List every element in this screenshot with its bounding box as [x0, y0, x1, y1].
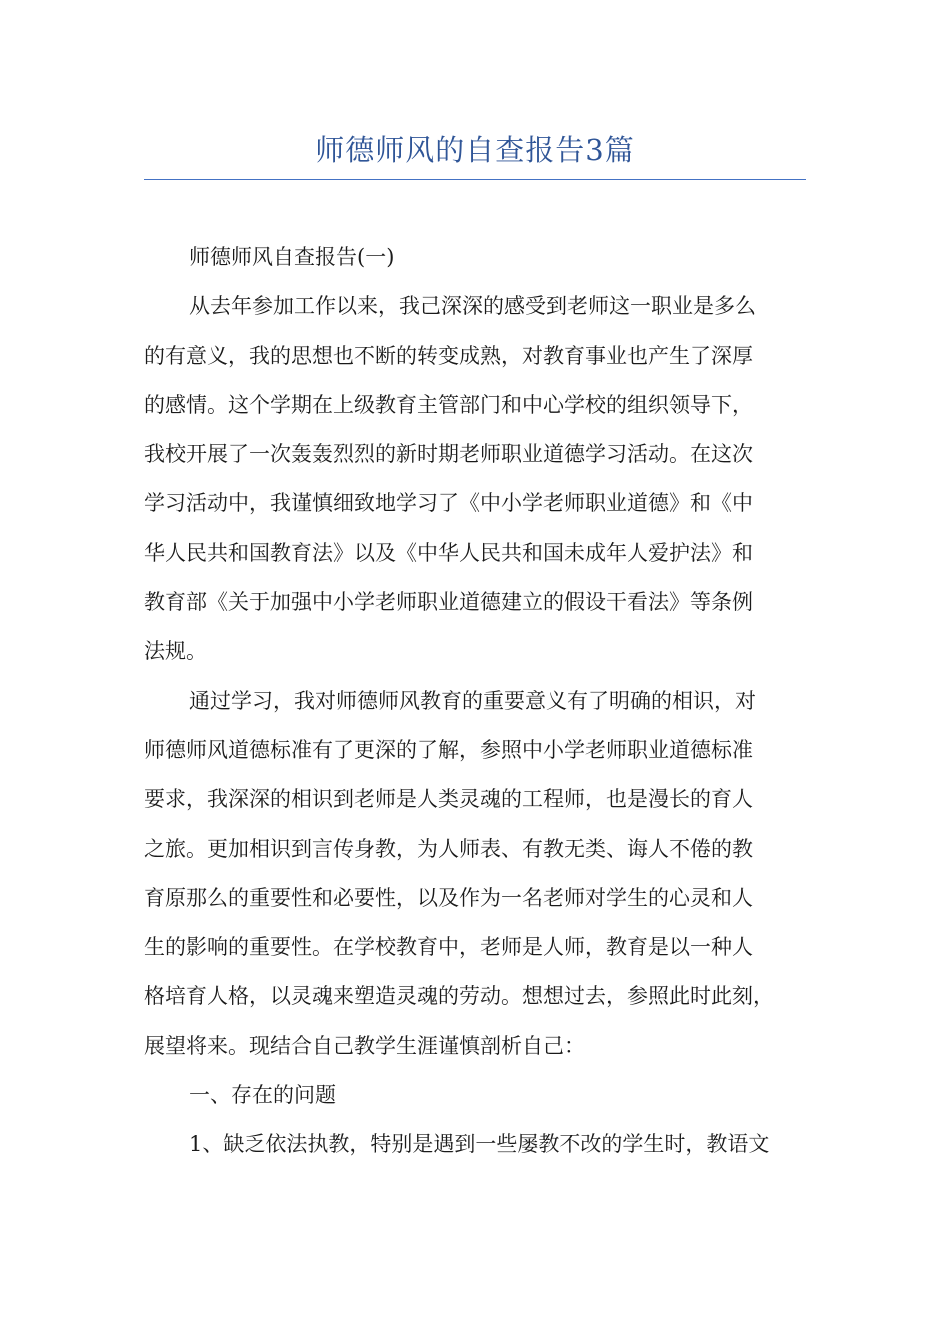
subheading-problems: 一、存在的问题 [189, 1083, 336, 1108]
paragraph-line: 教育部《关于加强中小学老师职业道德建立的假设干看法》等条例 [144, 590, 753, 615]
paragraph-line: 从去年参加工作以来，我己深深的感受到老师这一职业是多么 [189, 294, 756, 319]
paragraph-line: 格培育人格，以灵魂来塑造灵魂的劳动。想想过去，参照此时此刻， [144, 984, 774, 1009]
paragraph-line: 之旅。更加相识到言传身教，为人师表、有教无类、诲人不倦的教 [144, 836, 753, 861]
paragraph-3-line: 1、缺乏依法执教，特别是遇到一些屡教不改的学生时，教语文 [189, 1132, 770, 1157]
paragraph-line: 生的影响的重要性。在学校教育中，老师是人师，教育是以一种人 [144, 935, 753, 960]
paragraph-2 [144, 677, 808, 1071]
paragraph-line: 的感情。这个学期在上级教育主管部门和中心学校的组织领导下， [144, 392, 753, 417]
paragraph-line: 育原那么的重要性和必要性，以及作为一名老师对学生的心灵和人 [144, 885, 753, 910]
paragraph-line: 法规。 [144, 639, 207, 664]
paragraph-line: 我校开展了一次轰轰烈烈的新时期老师职业道德学习活动。在这次 [144, 442, 753, 467]
paragraph-line: 通过学习，我对师德师风教育的重要意义有了明确的相识，对 [189, 688, 756, 713]
paragraph-line: 师德师风道德标准有了更深的了解，参照中小学老师职业道德标准 [144, 737, 753, 762]
paragraph-line: 的有意义，我的思想也不断的转变成熟，对教育事业也产生了深厚 [144, 343, 753, 368]
title-underline [144, 179, 806, 180]
paragraph-line: 展望将来。现结合自己教学生涯谨慎剖析自己： [144, 1033, 585, 1058]
section-heading: 师德师风自查报告(一) [189, 245, 395, 269]
paragraph-line: 要求，我深深的相识到老师是人类灵魂的工程师，也是漫长的育人 [144, 787, 753, 812]
paragraph-1 [144, 282, 808, 676]
paragraph-line: 华人民共和国教育法》以及《中华人民共和国未成年人爱护法》和 [144, 540, 753, 565]
document-title: 师德师风的自查报告3篇 [315, 133, 635, 167]
document-body [144, 233, 808, 1170]
paragraph-line: 学习活动中，我谨慎细致地学习了《中小学老师职业道德》和《中 [144, 491, 753, 516]
